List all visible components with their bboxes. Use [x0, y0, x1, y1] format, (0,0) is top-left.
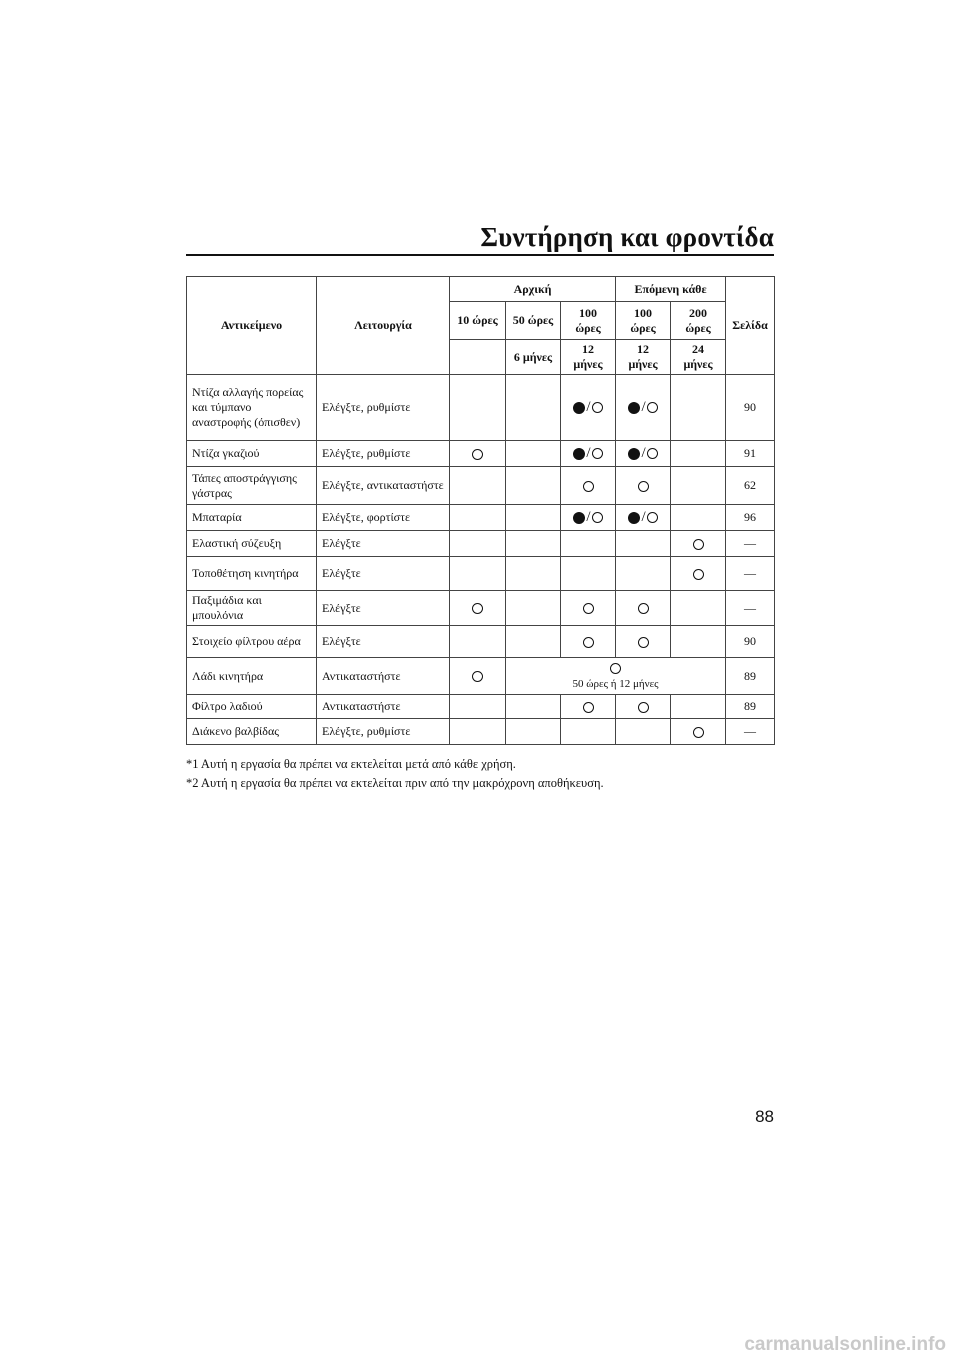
row-operation: Ελέγξτε, φορτίστε — [317, 505, 450, 531]
row-mark-cell — [561, 531, 616, 557]
row-mark-cell — [671, 375, 726, 441]
row-item: Ντίζα αλλαγής πορείας και τύμπανο αναστροφής (όπισθεν) — [187, 375, 317, 441]
header-hours-4: 100 ώρες — [616, 302, 671, 340]
mark-dot-circle-icon — [573, 510, 602, 524]
table-row — [187, 505, 775, 531]
footnote-2: *2 Αυτή η εργασία θα πρέπει να εκτελείται πριν από την μακρόχρονη αποθήκευση. — [186, 776, 604, 790]
row-mark-cell — [671, 557, 726, 591]
row-mark-cell — [506, 531, 561, 557]
row-mark-cell — [616, 505, 671, 531]
row-mark-cell — [616, 591, 671, 626]
row-mark-cell — [561, 441, 616, 467]
title-rule — [186, 254, 774, 256]
filled-circle-icon — [573, 448, 585, 460]
span-interval-label: 50 ώρες ή 12 μήνες — [572, 678, 659, 690]
mark-dot-circle-icon — [628, 510, 657, 524]
row-page: 91 — [726, 441, 775, 467]
row-mark-cell — [450, 375, 506, 441]
header-months-2: 12 μήνες — [561, 340, 616, 375]
slash-icon: / — [641, 445, 646, 462]
row-mark-cell — [561, 719, 616, 745]
row-operation: Ελέγξτε, ρυθμίστε — [317, 719, 450, 745]
row-page: — — [726, 719, 775, 745]
mark-dot-circle-icon — [628, 446, 657, 460]
row-page: 89 — [726, 658, 775, 695]
filled-circle-icon — [628, 402, 640, 414]
mark-circle-icon — [583, 702, 594, 713]
row-page: 90 — [726, 375, 775, 441]
row-page: 62 — [726, 467, 775, 505]
table-row — [187, 591, 775, 626]
row-page: 90 — [726, 626, 775, 658]
row-operation: Ελέγξτε, ρυθμίστε — [317, 375, 450, 441]
row-operation: Ελέγξτε — [317, 557, 450, 591]
row-mark-cell — [616, 441, 671, 467]
mark-circle-icon — [693, 727, 704, 738]
mark-circle-icon — [638, 637, 649, 648]
table-row — [187, 658, 775, 695]
row-mark-cell — [450, 467, 506, 505]
mark-dot-circle-icon — [628, 400, 657, 414]
header-hours-1: 10 ώρες — [450, 302, 506, 340]
table-row — [187, 719, 775, 745]
mark-circle-icon — [583, 481, 594, 492]
header-months-1: 6 μήνες — [506, 340, 561, 375]
circle-icon — [647, 402, 658, 413]
row-mark-cell — [450, 719, 506, 745]
row-mark-cell — [506, 467, 561, 505]
row-mark-cell — [450, 591, 506, 626]
header-page: Σελίδα — [726, 277, 775, 375]
row-mark-cell — [450, 626, 506, 658]
row-mark-cell — [671, 505, 726, 531]
slash-icon: / — [586, 445, 591, 462]
slash-icon: / — [641, 509, 646, 526]
header-item: Αντικείμενο — [187, 277, 317, 375]
header-months-empty — [450, 340, 506, 375]
table-row — [187, 467, 775, 505]
row-mark-cell — [506, 441, 561, 467]
row-mark-cell — [616, 719, 671, 745]
row-operation: Ελέγξτε — [317, 591, 450, 626]
row-item: Τάπες αποστράγγισης γάστρας — [187, 467, 317, 505]
maintenance-table — [186, 276, 775, 745]
row-mark-cell — [506, 626, 561, 658]
circle-icon — [592, 402, 603, 413]
header-months-4: 24 μήνες — [671, 340, 726, 375]
circle-icon — [647, 448, 658, 459]
row-mark-cell — [506, 375, 561, 441]
row-mark-cell — [616, 557, 671, 591]
row-mark-cell — [450, 695, 506, 719]
row-mark-cell — [671, 591, 726, 626]
row-item: Λάδι κινητήρα — [187, 658, 317, 695]
row-span-cell — [506, 658, 726, 695]
row-item: Ελαστική σύζευξη — [187, 531, 317, 557]
row-operation: Ελέγξτε, αντικαταστήστε — [317, 467, 450, 505]
watermark: carmanualsonline.info — [744, 1334, 946, 1355]
slash-icon: / — [586, 509, 591, 526]
header-months-3: 12 μήνες — [616, 340, 671, 375]
mark-circle-icon — [693, 539, 704, 550]
filled-circle-icon — [573, 402, 585, 414]
table-row — [187, 557, 775, 591]
footnotes — [186, 755, 786, 793]
row-operation: Ελέγξτε — [317, 626, 450, 658]
mark-circle-icon — [583, 603, 594, 614]
row-mark-cell — [671, 626, 726, 658]
row-mark-cell — [506, 719, 561, 745]
table-body — [187, 375, 775, 745]
row-mark-cell — [506, 557, 561, 591]
slash-icon: / — [586, 399, 591, 416]
mark-circle-icon — [583, 637, 594, 648]
mark-circle-icon — [693, 569, 704, 580]
row-mark-cell — [561, 591, 616, 626]
slash-icon: / — [641, 399, 646, 416]
row-mark-cell — [450, 505, 506, 531]
row-mark-cell — [506, 591, 561, 626]
row-mark-cell — [506, 505, 561, 531]
row-page: — — [726, 557, 775, 591]
mark-circle-icon — [472, 449, 483, 460]
mark-circle-icon — [638, 481, 649, 492]
mark-circle-icon — [472, 671, 483, 682]
row-item: Ντίζα γκαζιού — [187, 441, 317, 467]
row-mark-cell — [616, 626, 671, 658]
row-item: Μπαταρία — [187, 505, 317, 531]
filled-circle-icon — [628, 448, 640, 460]
row-mark-cell — [671, 467, 726, 505]
mark-dot-circle-icon — [573, 400, 602, 414]
row-mark-cell — [450, 557, 506, 591]
circle-icon — [592, 512, 603, 523]
mark-dot-circle-icon — [573, 446, 602, 460]
row-mark-cell — [616, 467, 671, 505]
table-row — [187, 531, 775, 557]
row-page: — — [726, 531, 775, 557]
row-item: Φίλτρο λαδιού — [187, 695, 317, 719]
row-item: Διάκενο βαλβίδας — [187, 719, 317, 745]
header-hours-5: 200 ώρες — [671, 302, 726, 340]
row-mark-cell — [616, 375, 671, 441]
table-row — [187, 441, 775, 467]
row-mark-cell — [506, 695, 561, 719]
row-mark-cell — [450, 531, 506, 557]
row-mark-cell — [561, 557, 616, 591]
circle-icon — [647, 512, 658, 523]
row-operation: Αντικαταστήστε — [317, 695, 450, 719]
table-row — [187, 375, 775, 441]
row-mark-cell — [671, 441, 726, 467]
table-row — [187, 626, 775, 658]
row-mark-cell — [450, 658, 506, 695]
page-title: Συντήρηση και φροντίδα — [480, 222, 774, 252]
row-item: Παξιμάδια και μπουλόνια — [187, 591, 317, 626]
mark-circle-icon — [638, 702, 649, 713]
row-mark-cell — [561, 695, 616, 719]
header-every: Επόμενη κάθε — [616, 277, 726, 302]
row-mark-cell — [561, 626, 616, 658]
row-mark-cell — [671, 531, 726, 557]
mark-circle-icon — [638, 603, 649, 614]
row-mark-cell — [616, 695, 671, 719]
header-initial: Αρχική — [450, 277, 616, 302]
row-operation: Ελέγξτε — [317, 531, 450, 557]
row-mark-cell — [561, 505, 616, 531]
span-circle-icon — [610, 663, 621, 674]
row-mark-cell — [450, 441, 506, 467]
header-hours-3: 100 ώρες — [561, 302, 616, 340]
circle-icon — [592, 448, 603, 459]
row-page: 96 — [726, 505, 775, 531]
footnote-1: *1 Αυτή η εργασία θα πρέπει να εκτελείται μετά από κάθε χρήση. — [186, 757, 516, 771]
mark-circle-icon — [472, 603, 483, 614]
filled-circle-icon — [573, 512, 585, 524]
table-row — [187, 695, 775, 719]
row-mark-cell — [561, 375, 616, 441]
header-operation: Λειτουργία — [317, 277, 450, 375]
row-operation: Ελέγξτε, ρυθμίστε — [317, 441, 450, 467]
row-mark-cell — [561, 467, 616, 505]
row-mark-cell — [671, 695, 726, 719]
page-number: 88 — [755, 1107, 774, 1126]
row-item: Στοιχείο φίλτρου αέρα — [187, 626, 317, 658]
header-hours-2: 50 ώρες — [506, 302, 561, 340]
row-mark-cell — [616, 531, 671, 557]
row-mark-cell — [671, 719, 726, 745]
filled-circle-icon — [628, 512, 640, 524]
row-page: 89 — [726, 695, 775, 719]
row-operation: Αντικαταστήστε — [317, 658, 450, 695]
row-page: — — [726, 591, 775, 626]
row-item: Τοποθέτηση κινητήρα — [187, 557, 317, 591]
